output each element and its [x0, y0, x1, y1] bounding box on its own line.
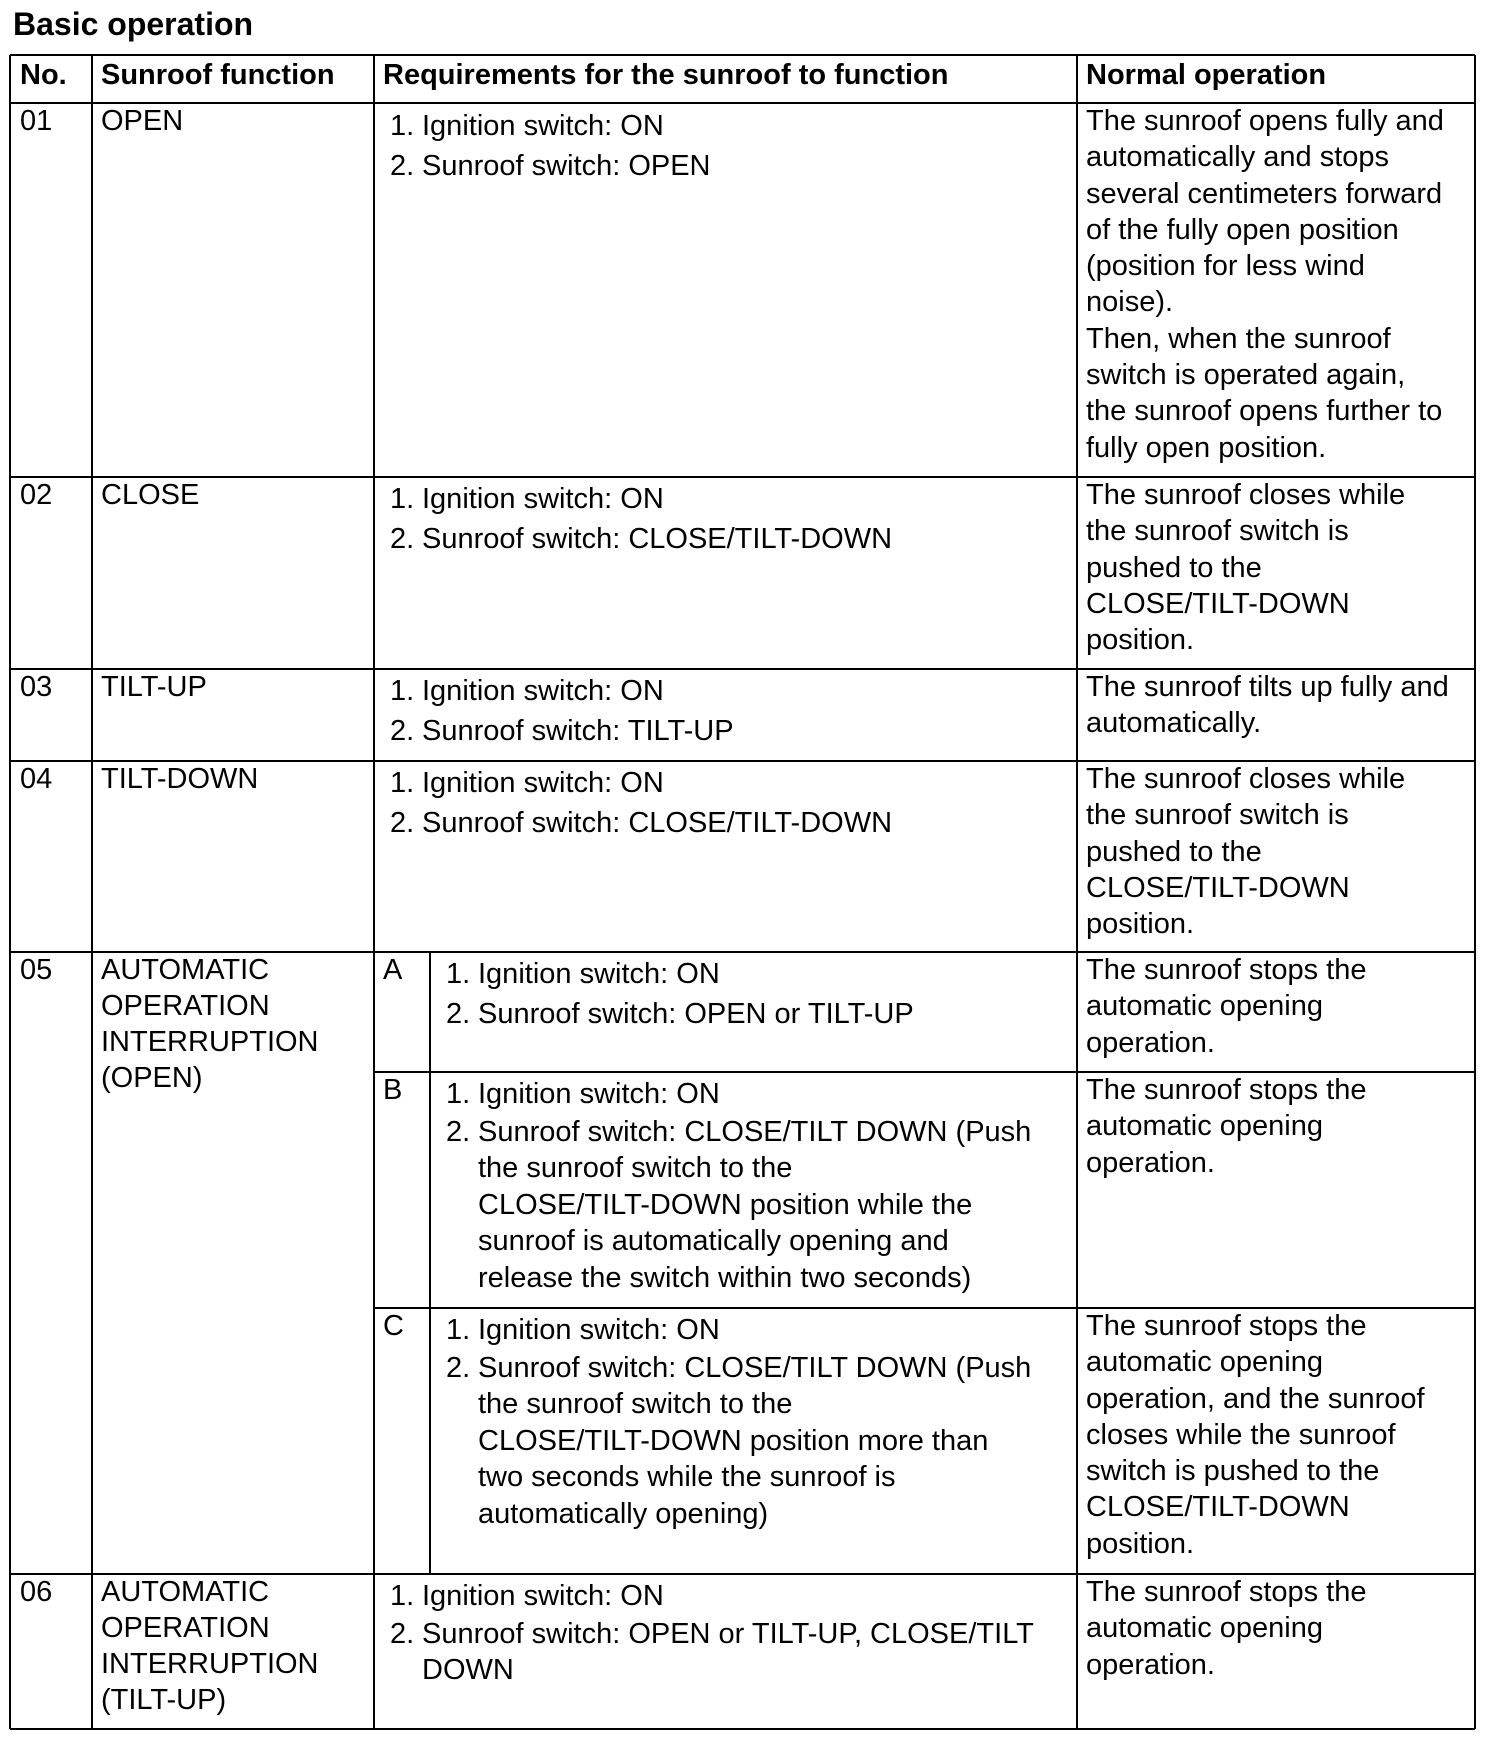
item-number: 1. — [446, 1314, 471, 1346]
row-05-sub-a-letter: A — [383, 954, 403, 986]
row-01-requirements — [390, 106, 1070, 186]
function-line: INTERRUPTION — [101, 1648, 319, 1680]
item-text: Sunroof switch: OPEN — [422, 150, 711, 182]
item-text — [422, 1616, 1074, 1689]
item-number: 2. — [446, 1352, 471, 1384]
item-text-line: CLOSE/TILT-DOWN position while the — [478, 1188, 973, 1221]
normal-line: Then, when the sunroof — [1086, 322, 1391, 355]
requirement-item — [390, 671, 1070, 711]
item-number: 2. — [390, 1618, 415, 1650]
requirement-item — [390, 146, 1070, 186]
item-text: Ignition switch: ON — [422, 675, 664, 707]
row-05-sub-b-requirements — [446, 1074, 1074, 1296]
normal-line: position. — [1086, 1527, 1195, 1560]
function-line: TILT-DOWN — [101, 763, 259, 795]
item-text: Ignition switch: ON — [422, 110, 664, 142]
row-01-no: 01 — [20, 105, 53, 137]
normal-line: closes while the sunroof — [1086, 1418, 1396, 1451]
item-number: 1. — [390, 1580, 415, 1612]
requirement-item — [446, 954, 1074, 994]
item-text — [478, 994, 1074, 1034]
row-03-normal-operation — [1086, 669, 1449, 742]
requirement-item — [446, 994, 1074, 1034]
item-text-line: automatically opening) — [478, 1497, 769, 1530]
row-02-function — [101, 477, 199, 513]
normal-line: CLOSE/TILT-DOWN — [1086, 1491, 1350, 1524]
row-05-sub-a-normal-operation — [1086, 952, 1367, 1061]
function-line: AUTOMATIC — [101, 1576, 270, 1608]
row-02-no: 02 — [20, 479, 53, 511]
normal-line: operation, and the sunroof — [1086, 1382, 1425, 1415]
requirement-item — [390, 479, 1070, 519]
row-03-requirements — [390, 671, 1070, 751]
normal-line: noise). — [1086, 286, 1174, 319]
row-05-no: 05 — [20, 954, 53, 986]
item-text — [478, 954, 1074, 994]
row-06-no: 06 — [20, 1576, 53, 1608]
header-sunroof-function: Sunroof function — [101, 59, 335, 91]
requirement-item — [446, 1310, 1074, 1350]
item-text-line: the sunroof switch to the — [478, 1388, 793, 1421]
row-05-sub-b-normal-operation — [1086, 1072, 1367, 1181]
row-06-normal-operation — [1086, 1574, 1367, 1683]
normal-line: several centimeters forward — [1086, 177, 1443, 210]
normal-line: automatic opening — [1086, 990, 1323, 1023]
item-text — [478, 1114, 1074, 1296]
function-line: OPERATION — [101, 990, 270, 1022]
row-03-no: 03 — [20, 671, 53, 703]
item-number: 1. — [390, 767, 415, 799]
item-text-line: the sunroof switch to the — [478, 1152, 793, 1185]
page-title: Basic operation — [13, 6, 254, 42]
item-text — [422, 1576, 1074, 1616]
normal-line: the sunroof opens further to — [1086, 395, 1443, 428]
header-normal-operation: Normal operation — [1086, 59, 1327, 91]
normal-line: pushed to the — [1086, 835, 1262, 868]
item-text-line: Sunroof switch: CLOSE/TILT DOWN (Push — [478, 1116, 1032, 1148]
row-01-function — [101, 103, 183, 139]
normal-line: switch is pushed to the — [1086, 1455, 1380, 1488]
item-number: 2. — [446, 1116, 471, 1148]
function-line: OPERATION — [101, 1612, 270, 1644]
requirement-item — [390, 1616, 1074, 1689]
row-05-sub-a-requirements — [446, 954, 1074, 1034]
item-number: 1. — [390, 675, 415, 707]
normal-line: The sunroof stops the — [1086, 954, 1367, 986]
normal-line: of the fully open position — [1086, 213, 1399, 246]
normal-line: pushed to the — [1086, 551, 1262, 584]
item-text-line: two seconds while the sunroof is — [478, 1461, 896, 1494]
row-06-requirements — [390, 1576, 1074, 1689]
normal-line: CLOSE/TILT-DOWN — [1086, 871, 1350, 904]
normal-line: (position for less wind — [1086, 250, 1365, 283]
normal-line: automatically and stops — [1086, 141, 1390, 174]
normal-line: the sunroof switch is — [1086, 799, 1349, 832]
item-text-line: sunroof is automatically opening and — [478, 1225, 949, 1258]
row-05-sub-c-normal-operation — [1086, 1308, 1425, 1562]
header-requirements: Requirements for the sunroof to function — [383, 59, 949, 91]
normal-line: operation. — [1086, 1648, 1215, 1681]
function-line: (OPEN) — [101, 1062, 203, 1094]
normal-line: position. — [1086, 624, 1195, 657]
requirement-item — [390, 106, 1070, 146]
item-number: 2. — [390, 150, 415, 182]
normal-line: The sunroof stops the — [1086, 1576, 1367, 1608]
item-text-line: CLOSE/TILT-DOWN position more than — [478, 1424, 989, 1457]
normal-line: The sunroof closes while — [1086, 763, 1406, 795]
normal-line: CLOSE/TILT-DOWN — [1086, 587, 1350, 620]
item-text: Sunroof switch: CLOSE/TILT-DOWN — [422, 807, 893, 839]
requirement-item — [446, 1350, 1074, 1532]
function-line: (TILT-UP) — [101, 1684, 227, 1716]
item-text — [478, 1350, 1074, 1532]
item-text-line: Sunroof switch: OPEN or TILT-UP, CLOSE/TILT — [422, 1618, 1034, 1650]
normal-line: switch is operated again, — [1086, 359, 1406, 392]
normal-line: operation. — [1086, 1146, 1215, 1179]
normal-line: The sunroof tilts up fully and — [1086, 671, 1449, 703]
row-05-sub-c-requirements — [446, 1310, 1074, 1532]
item-text-line: DOWN — [422, 1654, 514, 1687]
normal-line: operation. — [1086, 1026, 1215, 1059]
normal-line: The sunroof stops the — [1086, 1310, 1367, 1342]
row-05-function — [101, 952, 319, 1096]
requirement-item — [446, 1114, 1074, 1296]
row-04-normal-operation — [1086, 761, 1405, 942]
item-text-line: Sunroof switch: CLOSE/TILT DOWN (Push — [478, 1352, 1032, 1384]
normal-line: automatically. — [1086, 707, 1262, 740]
row-04-requirements — [390, 763, 1070, 843]
item-text-line: Sunroof switch: OPEN or TILT-UP — [478, 998, 914, 1030]
item-number: 2. — [446, 998, 471, 1030]
row-05-sub-b-letter: B — [383, 1074, 403, 1106]
normal-line: The sunroof closes while — [1086, 479, 1406, 511]
item-text: Sunroof switch: CLOSE/TILT-DOWN — [422, 523, 893, 555]
row-05-sub-c-letter: C — [383, 1310, 404, 1342]
normal-line: automatic opening — [1086, 1612, 1323, 1645]
item-number: 1. — [390, 110, 415, 142]
row-02-requirements — [390, 479, 1070, 559]
function-line: AUTOMATIC — [101, 954, 270, 986]
normal-line: automatic opening — [1086, 1110, 1323, 1143]
item-text-line: release the switch within two seconds) — [478, 1261, 972, 1294]
row-04-function — [101, 761, 258, 797]
normal-line: position. — [1086, 908, 1195, 941]
requirement-item — [390, 711, 1070, 751]
function-line: OPEN — [101, 105, 184, 137]
item-number: 1. — [390, 483, 415, 515]
row-02-normal-operation — [1086, 477, 1405, 658]
requirement-item — [390, 763, 1070, 803]
row-01-normal-operation — [1086, 103, 1444, 466]
function-line: INTERRUPTION — [101, 1026, 319, 1058]
item-text-line: Ignition switch: ON — [478, 958, 720, 990]
item-text — [478, 1310, 1074, 1350]
requirement-item — [390, 1576, 1074, 1616]
normal-line: fully open position. — [1086, 431, 1327, 464]
item-text: Ignition switch: ON — [422, 483, 664, 515]
normal-line: automatic opening — [1086, 1346, 1323, 1379]
header-no: No. — [20, 59, 67, 91]
item-number: 1. — [446, 958, 471, 990]
requirement-item — [390, 519, 1070, 559]
requirement-item — [390, 803, 1070, 843]
function-line: CLOSE — [101, 479, 200, 511]
item-text — [478, 1074, 1074, 1114]
row-04-no: 04 — [20, 763, 53, 795]
item-text-line: Ignition switch: ON — [422, 1580, 664, 1612]
item-number: 2. — [390, 715, 415, 747]
row-03-function — [101, 669, 207, 705]
item-number: 2. — [390, 807, 415, 839]
item-text: Ignition switch: ON — [422, 767, 664, 799]
requirement-item — [446, 1074, 1074, 1114]
normal-line: The sunroof stops the — [1086, 1074, 1367, 1106]
item-text: Sunroof switch: TILT-UP — [422, 715, 734, 747]
function-line: TILT-UP — [101, 671, 207, 703]
row-06-function — [101, 1574, 319, 1718]
item-text-line: Ignition switch: ON — [478, 1078, 720, 1110]
item-number: 2. — [390, 523, 415, 555]
normal-line: the sunroof switch is — [1086, 515, 1349, 548]
normal-line: The sunroof opens fully and — [1086, 105, 1444, 137]
item-text-line: Ignition switch: ON — [478, 1314, 720, 1346]
item-number: 1. — [446, 1078, 471, 1110]
